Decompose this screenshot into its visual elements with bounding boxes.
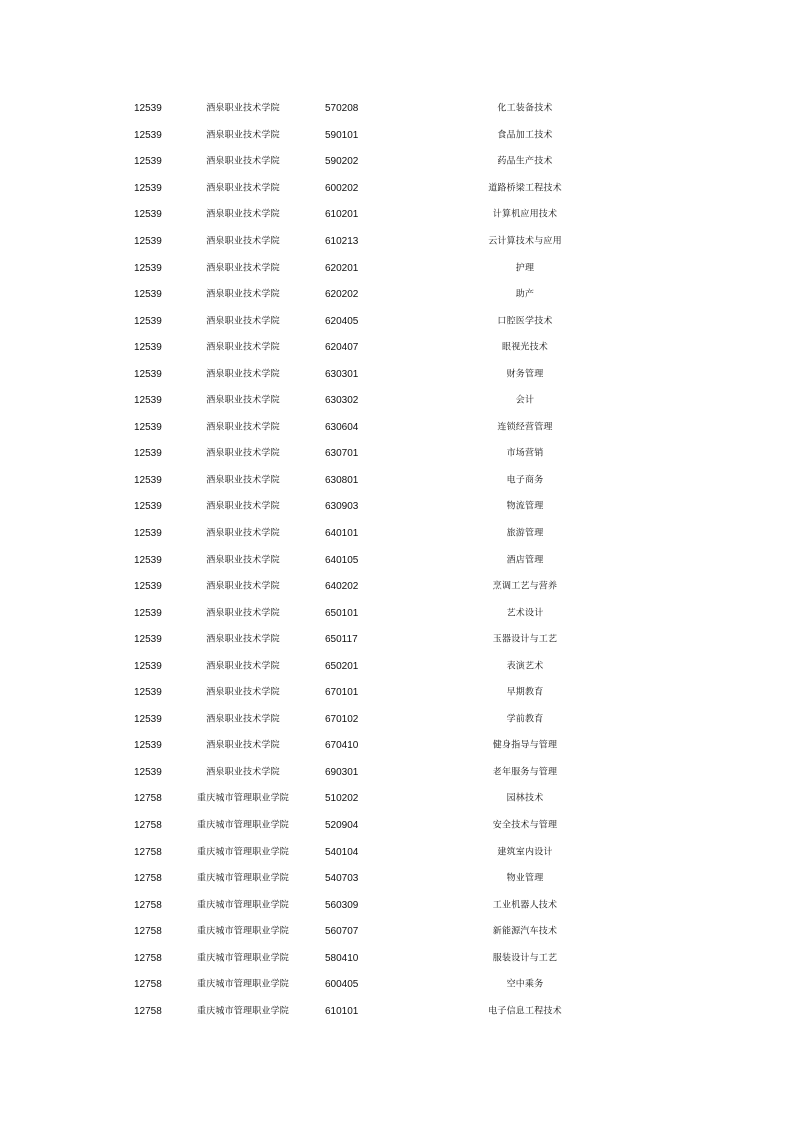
school-code-cell: 12539 — [134, 289, 162, 301]
school-code-cell: 12539 — [134, 368, 162, 380]
school-code-cell: 12539 — [134, 528, 162, 540]
table-row — [0, 653, 794, 680]
school-code-cell: 12539 — [134, 156, 162, 168]
major-code-cell: 540104 — [325, 846, 359, 858]
table-row — [0, 494, 794, 521]
major-name-cell: 老年服务与管理 — [492, 767, 558, 778]
major-name-cell: 物业管理 — [506, 873, 544, 884]
school-code-cell: 12539 — [134, 209, 162, 221]
major-code-cell: 610101 — [325, 1005, 359, 1017]
major-name-cell: 玉器设计与工艺 — [492, 634, 558, 645]
school-name-cell: 重庆城市管理职业学院 — [196, 979, 290, 990]
school-code-cell: 12758 — [134, 820, 162, 832]
school-code-cell: 12758 — [134, 952, 162, 964]
major-code-cell: 630801 — [325, 474, 359, 486]
school-code-cell: 12539 — [134, 129, 162, 141]
table-row — [0, 123, 794, 150]
school-name-cell: 酒泉职业技术学院 — [206, 183, 280, 194]
school-name-cell: 酒泉职业技术学院 — [206, 316, 280, 327]
school-code-cell: 12539 — [134, 315, 162, 327]
school-name-cell: 酒泉职业技术学院 — [206, 342, 280, 353]
table-row — [0, 919, 794, 946]
major-code-cell: 620405 — [325, 315, 359, 327]
major-code-cell: 670102 — [325, 713, 359, 725]
table-row — [0, 760, 794, 787]
major-code-cell: 610213 — [325, 236, 359, 247]
school-name-cell: 酒泉职业技术学院 — [206, 236, 280, 247]
school-code-cell: 12539 — [134, 421, 162, 433]
major-code-cell: 540703 — [325, 873, 359, 885]
school-code-cell: 12539 — [134, 236, 162, 247]
school-code-cell: 12758 — [134, 846, 162, 858]
school-name-cell: 重庆城市管理职业学院 — [196, 953, 290, 964]
school-code-cell: 12758 — [134, 1005, 162, 1017]
school-code-cell: 12539 — [134, 581, 162, 593]
school-code-cell: 12539 — [134, 766, 162, 778]
school-name-cell: 酒泉职业技术学院 — [206, 661, 280, 672]
major-name-cell: 化工装备技术 — [497, 103, 553, 114]
table-row — [0, 255, 794, 282]
table-row — [0, 892, 794, 919]
table-row — [0, 202, 794, 229]
table-row — [0, 308, 794, 335]
major-code-cell: 590101 — [325, 129, 359, 141]
table-row — [0, 468, 794, 495]
major-code-cell: 650101 — [325, 607, 359, 619]
major-code-cell: 590202 — [325, 156, 359, 168]
school-name-cell: 酒泉职业技术学院 — [206, 475, 280, 486]
major-name-cell: 安全技术与管理 — [492, 820, 558, 831]
school-name-cell: 酒泉职业技术学院 — [206, 209, 280, 220]
table-row — [0, 388, 794, 415]
table-row — [0, 627, 794, 654]
school-name-cell: 酒泉职业技术学院 — [206, 156, 280, 167]
major-code-cell: 630301 — [325, 368, 359, 380]
table-row — [0, 813, 794, 840]
major-name-cell: 财务管理 — [506, 369, 544, 380]
major-code-cell: 690301 — [325, 766, 359, 778]
school-name-cell: 酒泉职业技术学院 — [206, 555, 280, 566]
major-name-cell: 早期教育 — [506, 687, 544, 698]
school-code-cell: 12758 — [134, 899, 162, 911]
school-code-cell: 12539 — [134, 103, 162, 115]
school-name-cell: 酒泉职业技术学院 — [206, 369, 280, 380]
school-code-cell: 12539 — [134, 740, 162, 752]
major-name-cell: 酒店管理 — [506, 555, 544, 566]
major-code-cell: 560309 — [325, 899, 359, 911]
major-code-cell: 650201 — [325, 660, 359, 672]
major-code-cell: 600202 — [325, 182, 359, 194]
school-name-cell: 酒泉职业技术学院 — [206, 448, 280, 459]
major-name-cell: 服装设计与工艺 — [492, 953, 558, 964]
table-row — [0, 176, 794, 203]
major-name-cell: 会计 — [515, 395, 535, 406]
school-name-cell: 重庆城市管理职业学院 — [196, 820, 290, 831]
school-name-cell: 重庆城市管理职业学院 — [196, 847, 290, 858]
major-code-cell: 630302 — [325, 395, 359, 407]
table-row — [0, 361, 794, 388]
major-name-cell: 电子信息工程技术 — [488, 1006, 562, 1017]
school-name-cell: 酒泉职业技术学院 — [206, 714, 280, 725]
school-name-cell: 酒泉职业技术学院 — [206, 263, 280, 274]
major-name-cell: 表演艺术 — [506, 661, 544, 672]
major-code-cell: 620201 — [325, 262, 359, 274]
major-name-cell: 新能源汽车技术 — [492, 926, 558, 937]
major-code-cell: 640105 — [325, 554, 359, 566]
major-name-cell: 连锁经营管理 — [497, 422, 553, 433]
major-name-cell: 护理 — [515, 263, 535, 274]
school-code-cell: 12758 — [134, 873, 162, 885]
school-name-cell: 酒泉职业技术学院 — [206, 501, 280, 512]
table-row — [0, 415, 794, 442]
school-name-cell: 酒泉职业技术学院 — [206, 289, 280, 300]
school-code-cell: 12539 — [134, 182, 162, 194]
major-name-cell: 助产 — [515, 289, 535, 300]
school-name-cell: 重庆城市管理职业学院 — [196, 926, 290, 937]
table-row — [0, 707, 794, 734]
school-code-cell: 12539 — [134, 262, 162, 274]
major-code-cell: 620407 — [325, 342, 359, 354]
major-code-cell: 670101 — [325, 687, 359, 699]
table-row — [0, 441, 794, 468]
school-code-cell: 12539 — [134, 448, 162, 460]
table-row — [0, 999, 794, 1026]
school-name-cell: 酒泉职业技术学院 — [206, 634, 280, 645]
major-name-cell: 云计算技术与应用 — [488, 236, 562, 247]
table-row — [0, 680, 794, 707]
table-row — [0, 547, 794, 574]
major-code-cell: 640202 — [325, 581, 359, 593]
school-code-cell: 12539 — [134, 342, 162, 354]
major-name-cell: 道路桥梁工程技术 — [488, 183, 562, 194]
school-code-cell: 12539 — [134, 687, 162, 699]
school-name-cell: 酒泉职业技术学院 — [206, 528, 280, 539]
school-name-cell: 重庆城市管理职业学院 — [196, 793, 290, 804]
major-code-cell: 520904 — [325, 820, 359, 832]
table-row — [0, 229, 794, 256]
table-row — [0, 733, 794, 760]
major-code-cell: 580410 — [325, 952, 359, 964]
major-name-cell: 健身指导与管理 — [492, 740, 558, 751]
major-code-cell: 570208 — [325, 103, 359, 115]
school-name-cell: 酒泉职业技术学院 — [206, 395, 280, 406]
table-row — [0, 521, 794, 548]
major-code-cell: 650117 — [325, 634, 358, 646]
school-name-cell: 酒泉职业技术学院 — [206, 103, 280, 114]
school-code-cell: 12539 — [134, 713, 162, 725]
school-name-cell: 酒泉职业技术学院 — [206, 740, 280, 751]
school-code-cell: 12539 — [134, 474, 162, 486]
school-code-cell: 12758 — [134, 793, 162, 805]
major-code-cell: 630903 — [325, 501, 359, 513]
major-code-cell: 630604 — [325, 421, 359, 433]
major-name-cell: 眼视光技术 — [501, 342, 549, 353]
school-code-cell: 12539 — [134, 501, 162, 513]
major-code-cell: 670410 — [325, 740, 359, 752]
major-name-cell: 旅游管理 — [506, 528, 544, 539]
major-name-cell: 食品加工技术 — [497, 130, 553, 141]
table-row — [0, 600, 794, 627]
school-code-cell: 12758 — [134, 926, 162, 938]
major-name-cell: 口腔医学技术 — [497, 316, 553, 327]
major-code-cell: 620202 — [325, 289, 359, 301]
school-code-cell: 12539 — [134, 660, 162, 672]
school-name-cell: 酒泉职业技术学院 — [206, 767, 280, 778]
school-name-cell: 酒泉职业技术学院 — [206, 687, 280, 698]
major-name-cell: 园林技术 — [506, 793, 544, 804]
table-row — [0, 282, 794, 309]
major-name-cell: 艺术设计 — [506, 608, 544, 619]
major-name-cell: 计算机应用技术 — [492, 209, 558, 220]
major-name-cell: 药品生产技术 — [497, 156, 553, 167]
major-code-cell: 510202 — [325, 793, 359, 805]
major-name-cell: 学前教育 — [506, 714, 544, 725]
school-name-cell: 重庆城市管理职业学院 — [196, 900, 290, 911]
table-row — [0, 946, 794, 973]
major-name-cell: 电子商务 — [506, 475, 544, 486]
major-name-cell: 空中乘务 — [506, 979, 544, 990]
major-name-cell: 市场营销 — [506, 448, 544, 459]
school-name-cell: 重庆城市管理职业学院 — [196, 1006, 290, 1017]
table-row — [0, 96, 794, 123]
school-name-cell: 酒泉职业技术学院 — [206, 581, 280, 592]
school-name-cell: 酒泉职业技术学院 — [206, 608, 280, 619]
table-row — [0, 972, 794, 999]
school-name-cell: 重庆城市管理职业学院 — [196, 873, 290, 884]
major-name-cell: 物流管理 — [506, 501, 544, 512]
major-code-cell: 640101 — [325, 528, 359, 540]
school-code-cell: 12539 — [134, 607, 162, 619]
major-code-cell: 600405 — [325, 979, 359, 991]
major-name-cell: 建筑室内设计 — [497, 847, 553, 858]
school-code-cell: 12539 — [134, 554, 162, 566]
major-table — [0, 96, 794, 1025]
school-code-cell: 12539 — [134, 395, 162, 407]
school-name-cell: 酒泉职业技术学院 — [206, 130, 280, 141]
major-code-cell: 560707 — [325, 926, 359, 938]
school-name-cell: 酒泉职业技术学院 — [206, 422, 280, 433]
table-row — [0, 866, 794, 893]
major-name-cell: 烹调工艺与营养 — [492, 581, 558, 592]
table-row — [0, 839, 794, 866]
major-name-cell: 工业机器人技术 — [492, 900, 558, 911]
table-row — [0, 786, 794, 813]
school-code-cell: 12758 — [134, 979, 162, 991]
table-row — [0, 335, 794, 362]
major-code-cell: 630701 — [325, 448, 359, 460]
major-code-cell: 610201 — [325, 209, 359, 221]
table-row — [0, 149, 794, 176]
table-row — [0, 574, 794, 601]
school-code-cell: 12539 — [134, 634, 162, 646]
